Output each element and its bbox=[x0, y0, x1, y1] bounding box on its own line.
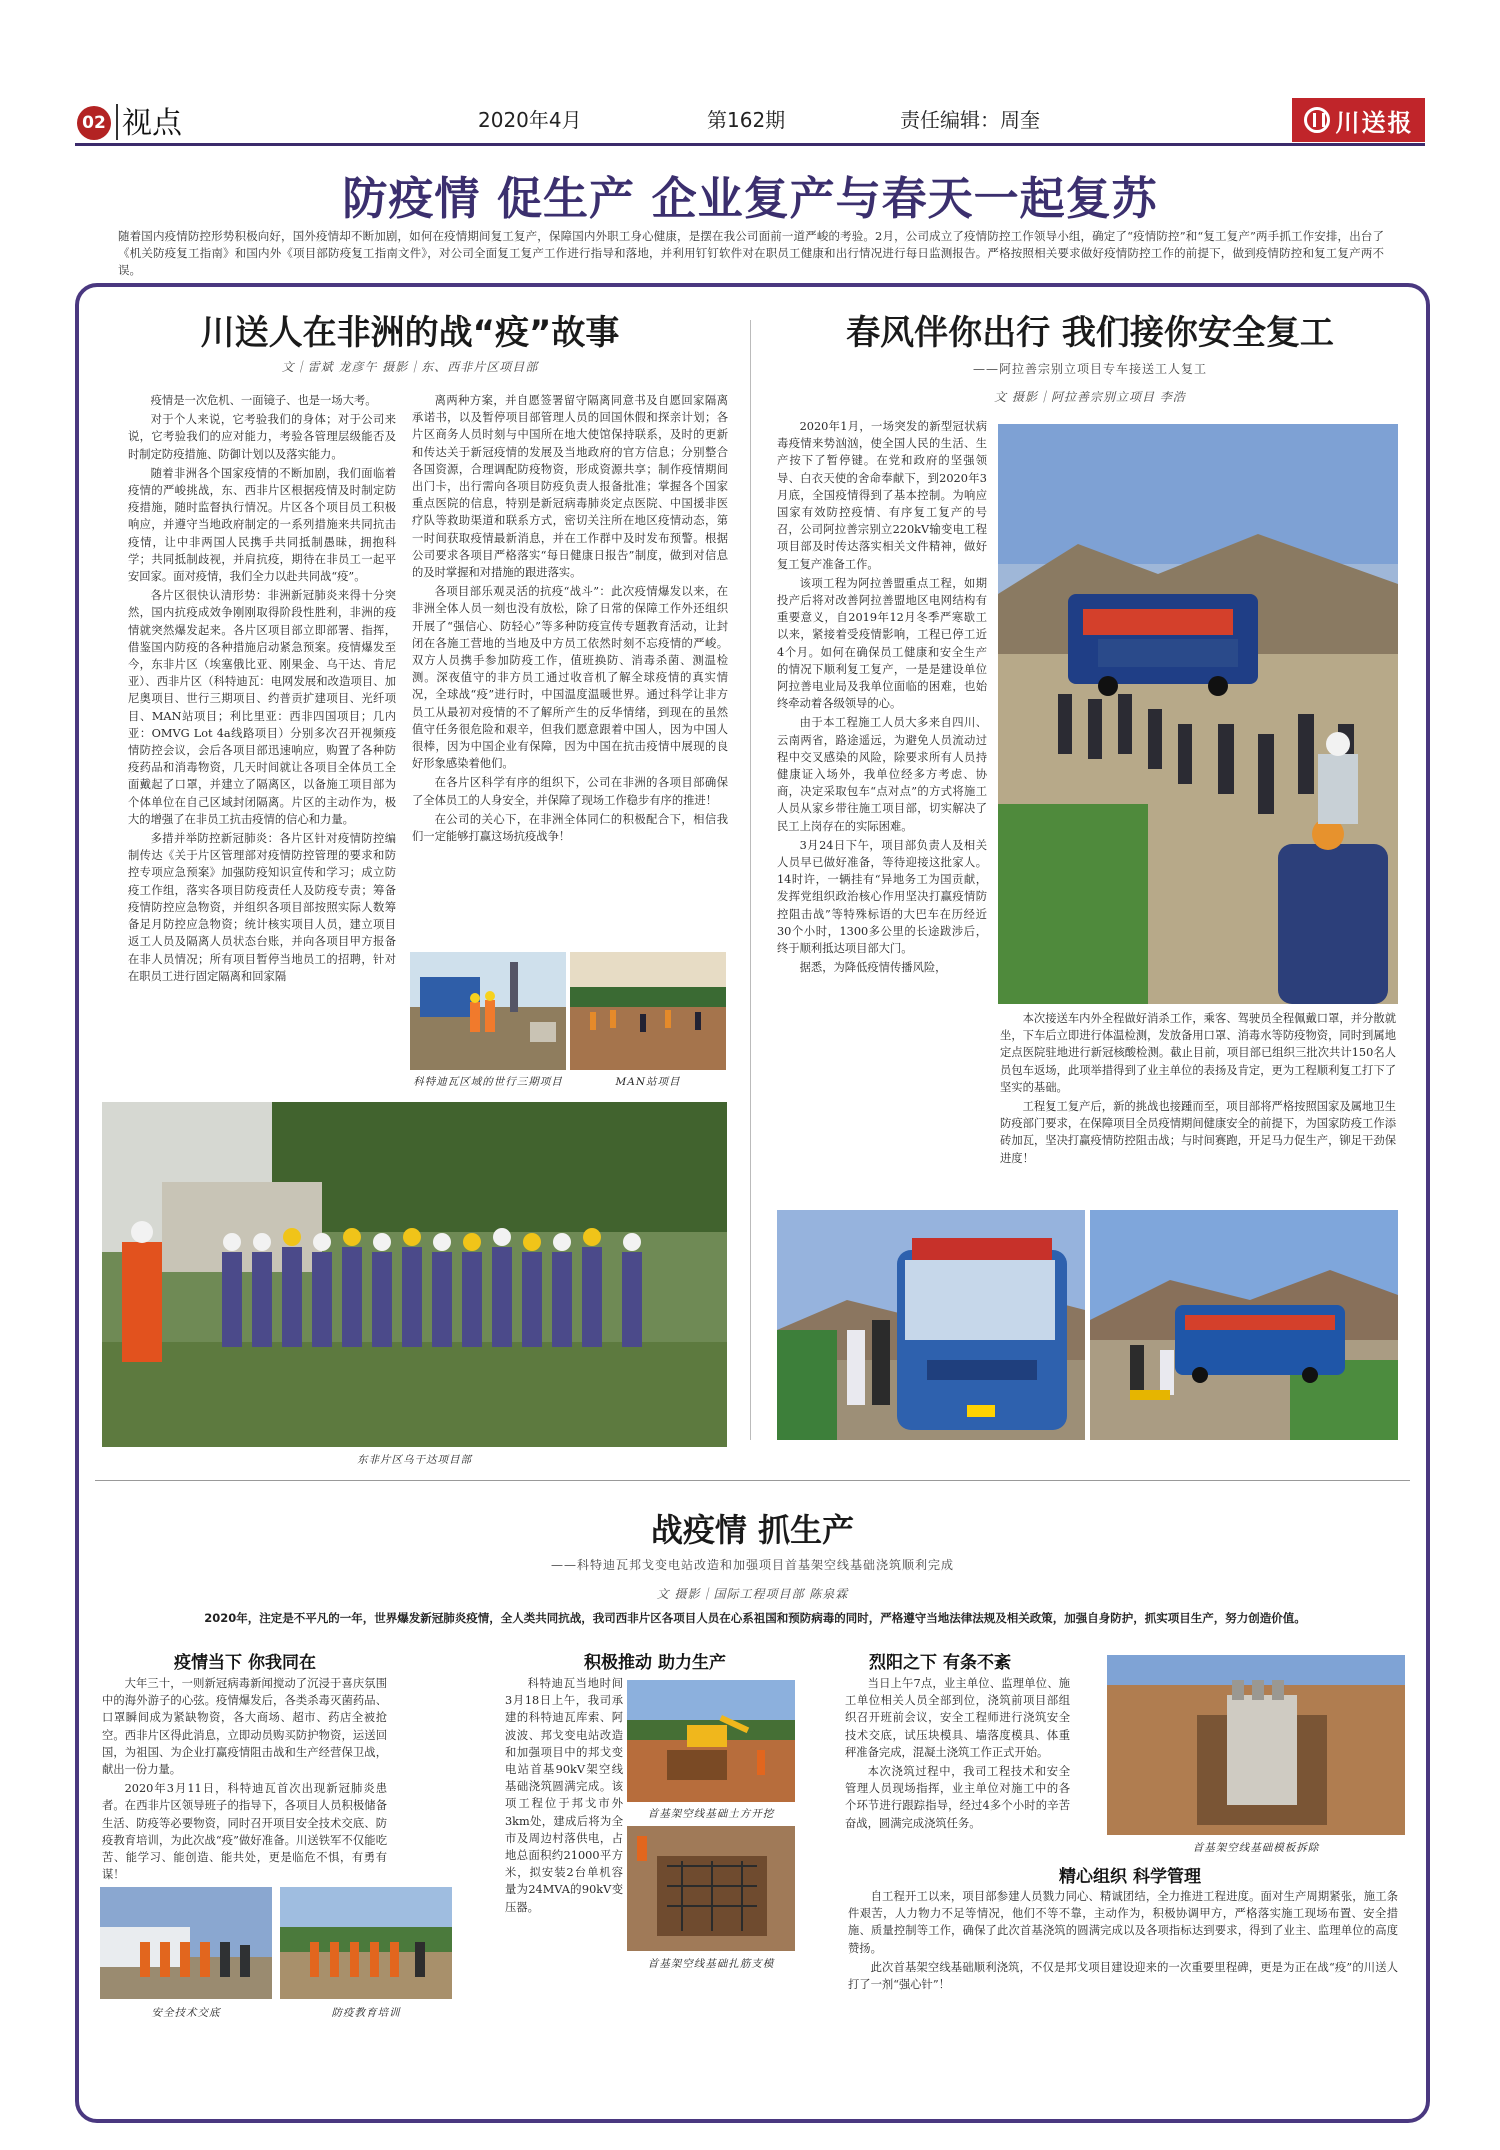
photo-world-bank-project bbox=[410, 952, 566, 1070]
paragraph: 该项工程为阿拉善盟重点工程，如期投产后将对改善阿拉善盟地区电网结构有重要意义，自2019年12月冬季严寒歇工以来，紧接着受疫情影响，工程已停工近4个月。如何在确保员工健康和安全生产的情况下顺利复工复产，一是是建设单位阿拉善电业局及我单位面临的困难，也始终牵动着各级领导的心。 bbox=[777, 576, 987, 711]
section-2-title: 积极推动 助力生产 bbox=[584, 1653, 726, 1673]
caption-world-bank-project: 科特迪瓦区域的世行三期项目 bbox=[413, 1076, 563, 1088]
right-article-subtitle: ——阿拉善宗别立项目专车接送工人复工 bbox=[972, 362, 1207, 376]
section-4-body bbox=[848, 1888, 1398, 2043]
caption-rebar-formwork: 首基架空线基础扎筋支模 bbox=[647, 1958, 775, 1970]
caption-safety-briefing: 安全技术交底 bbox=[151, 2007, 221, 2019]
paragraph: 各片区很快认清形势：非洲新冠肺炎来得十分突然，国内抗疫成效争刚刚取得阶段性胜利，非洲的疫情就突然爆发起来。各片区项目部立即部署、指挥，借鉴国内防疫的各种措施启动紧急预案。疫情爆发至今，东非片区（埃塞俄比亚、刚果金、乌干达、肯尼亚）、西非片区（科特迪瓦：电网发展和改造项目、加尼奥项目、世行三期项目、约普贡扩建项目、光纤项目、MAN站项目；利比里亚：西非四国项目；几内亚：OMVG Lot 4a线路项目）分别多次召开视频疫情防控会议，会后各项目部迅速响应，购置了各种防疫药品和消毒物资，几天时间就让各项目全体员工全面戴起了口罩，并建立了隔离区，以备施工项目部为个体单位在自己区域封闭隔离。片区的主动作为，极大的增强了在非员工抗击疫情的信心和力量。 bbox=[128, 589, 396, 826]
paragraph: 2020年1月，一场突发的新型冠状病毒疫情来势汹汹，使全国人民的生活、生产按下了暂停键。在党和政府的坚强领导、白衣天使的舍命奉献下，到2020年3月底，全国疫情得到了基本控制。为响应国家有效防控疫情、有序复工复产的号召，公司阿拉善宗别立220kV输变电工程项目部及时传达落实相关文件精神，做好复工复产准备工作。 bbox=[777, 420, 987, 571]
caption-foundation-excavation: 首基架空线基础土方开挖 bbox=[647, 1808, 775, 1820]
right-article-byline: 文 摄影｜阿拉善宗别立项目 李浩 bbox=[994, 390, 1186, 404]
paragraph: 疫情是一次危机、一面镜子、也是一场大考。 bbox=[150, 394, 377, 407]
section-1-body bbox=[102, 1675, 387, 1903]
paragraph: 当日上午7点，业主单位、监理单位、施工单位相关人员全部到位，浇筑前项目部组织召开班前会议，安全工程师进行浇筑安全技术交底，试压块模具、墙落度模具、体重秤准备完成，混凝土浇筑工作正式开始。 bbox=[845, 1677, 1070, 1759]
section-name: 视点 bbox=[122, 106, 182, 141]
bottom-article-lead: 2020年，注定是不平凡的一年，世界爆发新冠肺炎疫情，全人类共同抗战，我司西非片区各项目人员在心系祖国和预防病毒的同时，严格遵守当地法律法规及相关政策，加强自身防护，抓实项目生产，努力创造价值。 bbox=[204, 1611, 1306, 1625]
bottom-article-title: 战疫情 抓生产 bbox=[650, 1511, 855, 1549]
right-article-column-2 bbox=[1000, 1010, 1396, 1200]
column-divider bbox=[750, 320, 751, 1440]
logo-icon bbox=[1304, 107, 1330, 133]
paragraph: 随着非洲各个国家疫情的不断加剧，我们面临着疫情的严峻挑战，东、西非片区根据疫情及时制定防疫措施，随时监督执行情况。片区各个项目员工积极响应，并遵守当地政府制定的一系列措施来共同抗击疫情，让中非两国人民携手共同抵制愚昧，拥抱科学；共同抵制歧视，并肩抗疫，期待在非员工一起平安回家。面对疫情，我们全力以赴共同战“疫”。 bbox=[128, 466, 396, 584]
left-article-column-2 bbox=[412, 392, 728, 947]
page-title: 防疫情 促生产 企业复产与春天一起复苏 bbox=[342, 172, 1158, 225]
left-article-column-1 bbox=[128, 392, 396, 1090]
paragraph: 科特迪瓦当地时间3月18日上午，我司承建的科特迪瓦库索、阿波波、邦戈变电站改造和加强项目中的邦戈变电站首基90kV架空线基础浇筑圆满完成。该项工程位于邦戈市外3km处，建成后将为全市及周边村落供电，占地总面积约21000平方米，拟安装2台单机容量为24MVA的90kV变压器。 bbox=[505, 1677, 623, 1914]
right-article-column-1 bbox=[777, 418, 987, 1196]
photo-safety-briefing bbox=[100, 1887, 272, 1999]
paragraph: 据悉，为降低疫情传播风险， bbox=[799, 961, 947, 975]
section-3-body bbox=[845, 1675, 1070, 1853]
page-number-badge: 02 bbox=[77, 106, 111, 140]
issue-number: 第162期 bbox=[707, 108, 786, 132]
paragraph: 工程复工复产后，新的挑战也接踵而至，项目部将严格按照国家及属地卫生防疫部门要求，在保障项目全员疫情期间健康安全的前提下，为国家防疫工作添砖加瓦，坚决打赢疫情防控阻击战；与时间赛跑，开足马力促生产，铆足干劲保进度！ bbox=[1000, 1100, 1396, 1165]
header-rule bbox=[75, 143, 1425, 146]
bottom-article-byline: 文 摄影｜国际工程项目部 陈泉霖 bbox=[656, 1587, 849, 1601]
photo-uganda-team bbox=[102, 1102, 727, 1447]
editor-credit: 责任编辑：周奎 bbox=[900, 108, 1040, 132]
paragraph: 本次接送车内外全程做好消杀工作，乘客、驾驶员全程佩戴口罩，并分散就坐，下车后立即进行体温检测，发放备用口罩、消毒水等防疫物资，同时到属地定点医院驻地进行新冠核酸检测。截止目前，项目部已组织三批次共计150名人员包车返场，此项举措得到了业主单位的表扬及肯定，更为工程顺利复工打下了坚实的基础。 bbox=[1000, 1012, 1396, 1094]
photo-formwork-removal bbox=[1107, 1655, 1405, 1835]
section-1-title: 疫情当下 你我同在 bbox=[174, 1653, 316, 1673]
photo-foundation-excavation bbox=[627, 1680, 795, 1802]
paragraph: 自工程开工以来，项目部参建人员戮力同心、精诚团结，全力推进工程进度。面对生产周期紧张，施工条件艰苦，人力物力不足等情况，他们不等不靠，主动作为，积极协调甲方，严格落实施工现场布置、安全措施、质量控制等工作，确保了此次首基浇筑的圆满完成以及各项指标达到要求，得到了业主、监理单位的高度赞扬。 bbox=[848, 1890, 1398, 1955]
photo-bus-arrival bbox=[998, 424, 1398, 1004]
header-divider bbox=[116, 104, 118, 140]
paragraph: 各项目部乐观灵活的抗疫“战斗”：此次疫情爆发以来，在非洲全体人员一刻也没有放松，除了日常的保障工作外还组织开展了“强信心、防轻心”等多种防疫宣传专题教育活动，让封闭在各施工营地的当地及中方员工依然时刻不忘疫情的严峻。双方人员携手参加防疫工作，值班换防、消毒杀菌、测温检测。深夜值守的非方员工通过收音机了解全球疫情的真实情况，全球战“疫”进行时，中国温度温暖世界。通过科学让非方员工从最初对疫情的不了解所产生的反华情绪，到现在的虽然值守任务很危险和艰辛，但我们愿意跟着中国人，因为中国人很棒，因为中国企业有保障，因为中国在抗击疫情中展现的良好形象感染着他们。 bbox=[412, 585, 728, 771]
section-2-body bbox=[505, 1675, 623, 2005]
left-article-title: 川送人在非洲的战“疫”故事 bbox=[200, 313, 620, 353]
intro-paragraph: 随着国内疫情防控形势积极向好，国外疫情却不断加剧，如何在疫情期间复工复产，保障国内外职工身心健康，是摆在我公司面前一道严峻的考验。2月，公司成立了疫情防控工作领导小组，确定了“疫情防控”和“复工复产”两手抓工作安排，出台了《机关防疫复工指南》和国内外《项目部防疫复工指南文件》，对公司全面复工复产工作进行指导和落地，并利用钉钉软件对在职员工健康和出行情况进行每日监测报告。严格按照相关要求做好疫情防控工作的前提下，做到疫情防控和复工复产两不误。 bbox=[118, 229, 1384, 277]
photo-man-station bbox=[570, 952, 726, 1070]
paragraph: 在各片区科学有序的组织下，公司在非洲的各项目部确保了全体员工的人身安全，并保障了现场工作稳步有序的推进！ bbox=[412, 776, 728, 807]
photo-rebar-formwork bbox=[627, 1826, 795, 1951]
right-article-title: 春风伴你出行 我们接你安全复工 bbox=[846, 313, 1334, 353]
section-4-title: 精心组织 科学管理 bbox=[1059, 1867, 1201, 1887]
paragraph: 离两种方案，并自愿签署留守隔离同意书及自愿回家隔离承诺书，以及暂停项目部管理人员的回国休假和探亲计划；各片区商务人员时刻与中国所在地大使馆保持联系，及时的更新和传达关于新冠疫情的发展及当地政府的官方信息；分别整合各国资源，合理调配防疫物资，形成资源共享；制作疫情期间出门卡，出行需向各项目防疫负责人报备批准；掌握各个国家重点医院的信息，特别是新冠病毒肺炎定点医院、中国援非医疗队等救助渠道和联系方式，密切关注所在地区疫情动态，第一时间获取疫情最新消息，并在工作群中及时发布预警。根据公司要求各项目严格落实“每日健康日报告”制度，做到对信息的及时掌握和对措施的跟进落实。 bbox=[412, 394, 728, 580]
caption-epidemic-training: 防疫教育培训 bbox=[331, 2007, 401, 2019]
caption-formwork-removal: 首基架空线基础模板拆除 bbox=[1192, 1842, 1320, 1854]
left-article-byline: 文｜雷斌 龙彦午 摄影｜东、西非片区项目部 bbox=[281, 360, 539, 374]
paragraph: 3月24日下午，项目部负责人及相关人员早已做好准备，等待迎接这批家人。14时许，一辆挂有“异地务工为国贡献，发挥党组织政治核心作用坚决打赢疫情防控阻击战”等特殊标语的大巴车在历经近30个小时，1300多公里的长途跋涉后，终于顺利抵达项目部大门。 bbox=[777, 838, 987, 956]
photo-bus-at-gate bbox=[1090, 1210, 1398, 1440]
photo-epidemic-training bbox=[280, 1887, 452, 1999]
caption-uganda-team: 东非片区乌干达项目部 bbox=[357, 1454, 472, 1466]
newspaper-logo bbox=[1292, 98, 1425, 142]
caption-man-station: MAN站项目 bbox=[615, 1076, 681, 1088]
paragraph: 多措并举防控新冠肺炎：各片区针对疫情防控编制传达《关于片区管理部对疫情防控管理的要求和防控专项应急预案》加强防疫知识宣传和学习；成立防疫工作组，落实各项目防疫责任人及防疫专责；筹备疫情防控应急物资，并组织各项目部按照实际人数筹备足月防控应急物资；统计核实项目人员，建立项目返工人员及隔离人员状态台账，并向各项目甲方报备在非人员情况；所有项目暂停当地员工的招聘，针对在职员工进行固定隔离和回家隔 bbox=[128, 832, 396, 983]
paragraph: 由于本工程施工人员大多来自四川、云南两省，路途遥远，为避免人员流动过程中交叉感染的风险，除要求所有人员持健康证入场外，我单位经多方考虑、协商，决定采取包车“点对点”的方式将施工人员从家乡带往施工项目部，切实解决了民工上岗存在的实际困难。 bbox=[777, 716, 987, 833]
paragraph: 对于个人来说，它考验我们的身体；对于公司来说，它考验我们的应对能力，考验各管理层级能否及时制定防疫措施、防御计划以及落实能力。 bbox=[128, 413, 396, 461]
section-3-title: 烈阳之下 有条不紊 bbox=[869, 1653, 1011, 1673]
photo-bus-temperature-check bbox=[777, 1210, 1085, 1440]
bottom-article-subtitle: ——科特迪瓦邦戈变电站改造和加强项目首基架空线基础浇筑顺利完成 bbox=[550, 1558, 954, 1572]
paragraph: 在公司的关心下，在非洲全体同仁的积极配合下，相信我们一定能够打赢这场抗疫战争！ bbox=[412, 812, 728, 844]
paragraph: 此次首基架空线基础顺利浇筑，不仅是邦戈项目建设迎来的一次重要里程碑，更是为正在战“疫”的川送人打了一剂“强心针”！ bbox=[848, 1960, 1398, 1992]
logo-text: 川送报 bbox=[1335, 108, 1414, 137]
paragraph: 大年三十，一则新冠病毒新闻搅动了沉浸于喜庆氛围中的海外游子的心弦。疫情爆发后，各类杀毒灭菌药品、口罩瞬间成为紧缺物资，各大商场、超市、药店全被抢空。西非片区得此消息，立即动员购买防护物资，运送回国，为祖国、为企业打赢疫情阻击战和生产经营保卫战，献出一份力量。 bbox=[102, 1677, 387, 1777]
section-divider bbox=[95, 1480, 1410, 1481]
paragraph: 本次浇筑过程中，我司工程技术和安全管理人员现场指挥，业主单位对施工中的各个环节进行跟踪指导，经过4多个小时的辛苦奋战，圆满完成浇筑任务。 bbox=[845, 1765, 1070, 1830]
paragraph: 2020年3月11日，科特迪瓦首次出现新冠肺炎患者。在西非片区领导班子的指导下，各项目人员积极储备生活、防疫等必要物资，同时召开项目安全技术交底、防疫教育培训，为此次战“疫”做好准备。川送铁军不仅能吃苦、能学习、能创造、能共处，更是临危不惧，有勇有谋！ bbox=[102, 1782, 387, 1882]
issue-date: 2020年4月 bbox=[478, 108, 582, 132]
